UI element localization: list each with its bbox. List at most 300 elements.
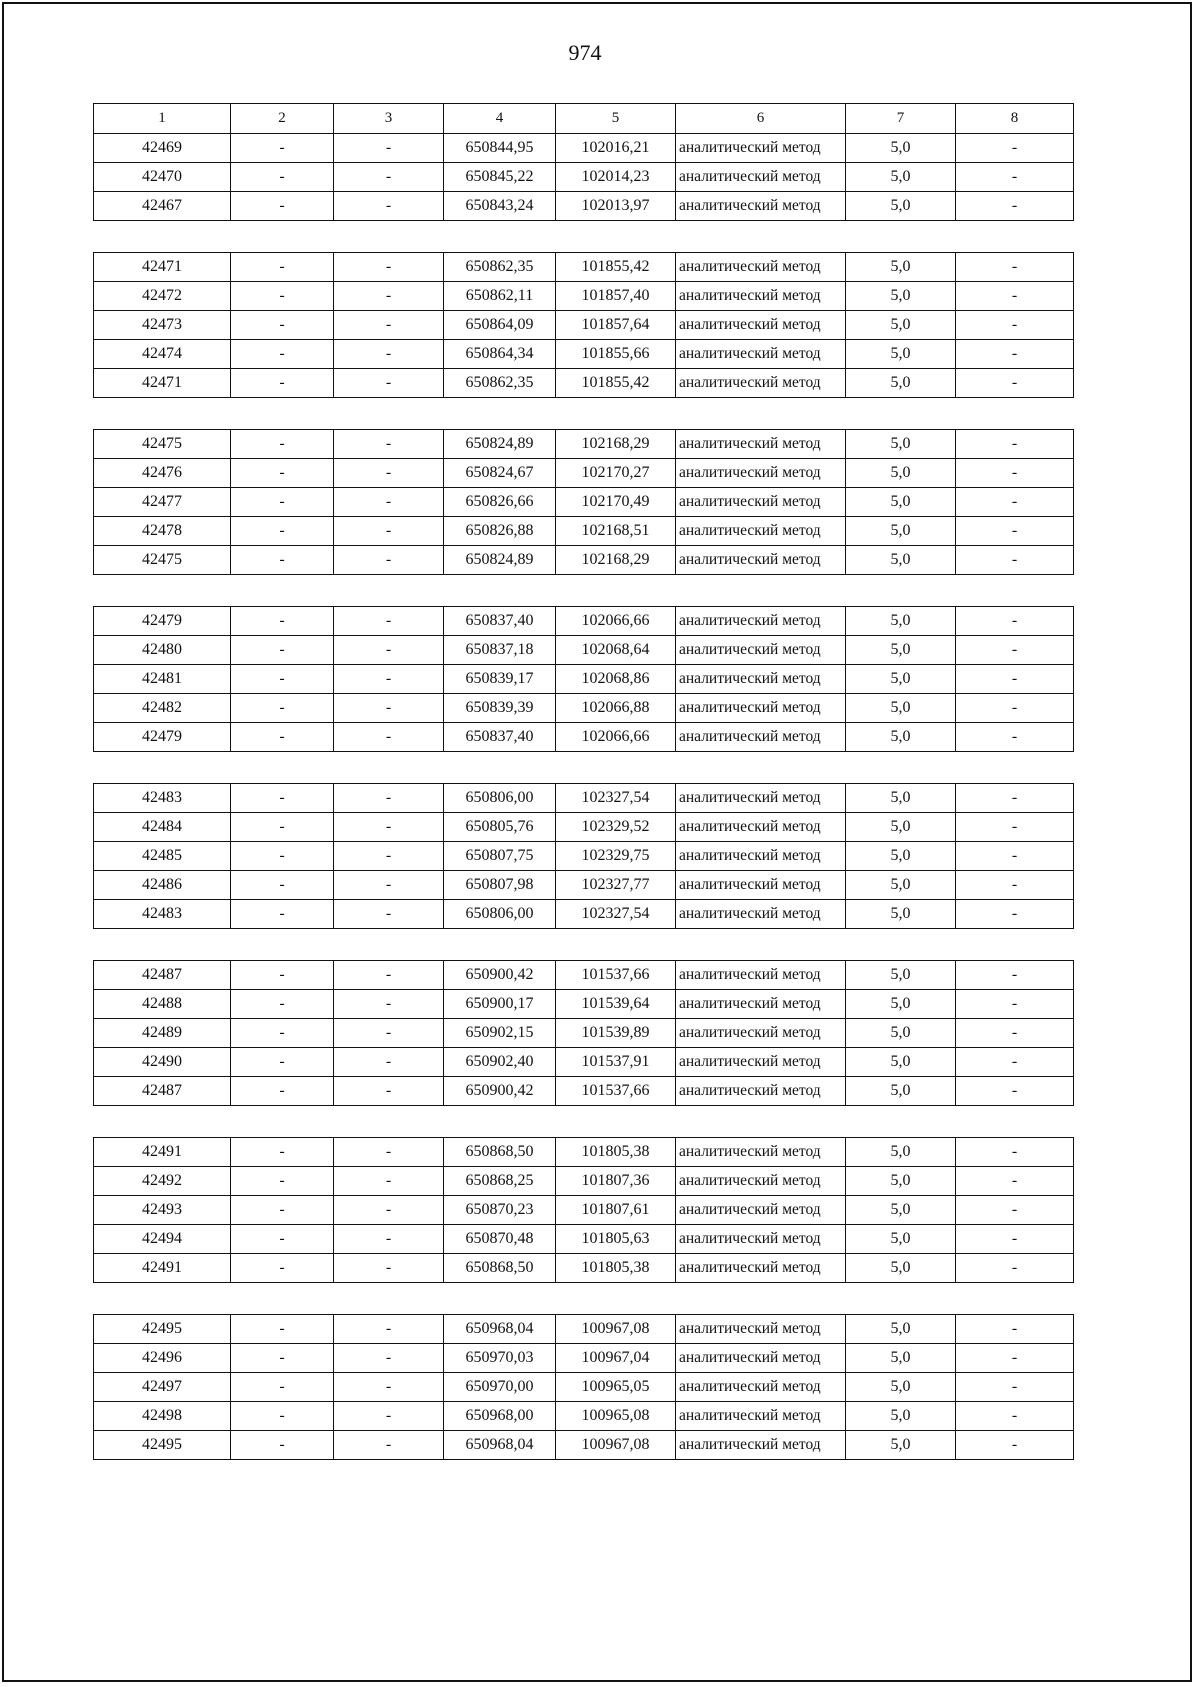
cell-method: аналитический метод [676,1048,846,1077]
cell-coord-x: 650824,67 [444,459,556,488]
cell-accuracy: 5,0 [846,459,956,488]
coordinates-group-table [93,429,1074,575]
cell-point-number: 42482 [94,694,231,723]
cell-col-3: - [334,1315,444,1344]
coordinates-group-table [93,1137,1074,1283]
cell-coord-x: 650806,00 [444,784,556,813]
cell-accuracy: 5,0 [846,517,956,546]
cell-coord-y: 101539,64 [556,990,676,1019]
cell-col-8: - [956,694,1074,723]
cell-col-3: - [334,163,444,192]
cell-point-number: 42485 [94,842,231,871]
cell-col-2: - [231,311,334,340]
cell-col-8: - [956,1138,1074,1167]
cell-method: аналитический метод [676,723,846,752]
cell-accuracy: 5,0 [846,1138,956,1167]
table-row [94,1048,1074,1077]
cell-coord-x: 650824,89 [444,546,556,575]
cell-col-2: - [231,163,334,192]
cell-accuracy: 5,0 [846,665,956,694]
cell-col-2: - [231,784,334,813]
cell-accuracy: 5,0 [846,961,956,990]
cell-col-8: - [956,961,1074,990]
cell-accuracy: 5,0 [846,253,956,282]
cell-method: аналитический метод [676,517,846,546]
cell-col-8: - [956,607,1074,636]
header-cell-7: 7 [846,104,956,134]
cell-accuracy: 5,0 [846,488,956,517]
cell-col-3: - [334,311,444,340]
cell-col-8: - [956,1196,1074,1225]
cell-coord-y: 102327,54 [556,900,676,929]
cell-col-2: - [231,1196,334,1225]
cell-method: аналитический метод [676,430,846,459]
cell-col-2: - [231,1138,334,1167]
cell-col-3: - [334,517,444,546]
cell-coord-y: 100965,08 [556,1402,676,1431]
cell-coord-x: 650902,40 [444,1048,556,1077]
cell-accuracy: 5,0 [846,871,956,900]
cell-method: аналитический метод [676,871,846,900]
cell-method: аналитический метод [676,340,846,369]
cell-accuracy: 5,0 [846,340,956,369]
cell-col-2: - [231,340,334,369]
cell-col-2: - [231,842,334,871]
cell-coord-y: 102066,66 [556,723,676,752]
cell-method: аналитический метод [676,163,846,192]
cell-col-8: - [956,1048,1074,1077]
header-cell-8: 8 [956,104,1074,134]
cell-col-2: - [231,488,334,517]
cell-coord-y: 101539,89 [556,1019,676,1048]
cell-method: аналитический метод [676,546,846,575]
cell-accuracy: 5,0 [846,1077,956,1106]
cell-point-number: 42486 [94,871,231,900]
cell-point-number: 42475 [94,430,231,459]
cell-col-3: - [334,813,444,842]
cell-col-8: - [956,1315,1074,1344]
cell-col-2: - [231,430,334,459]
coordinates-group-table [93,960,1074,1106]
table-row [94,459,1074,488]
cell-coord-x: 650862,35 [444,253,556,282]
cell-col-3: - [334,1138,444,1167]
cell-col-8: - [956,1344,1074,1373]
cell-coord-y: 102168,29 [556,546,676,575]
cell-coord-y: 101537,66 [556,1077,676,1106]
cell-coord-x: 650845,22 [444,163,556,192]
cell-coord-x: 650870,23 [444,1196,556,1225]
table-row [94,1138,1074,1167]
cell-point-number: 42496 [94,1344,231,1373]
cell-col-3: - [334,192,444,221]
cell-coord-y: 101805,63 [556,1225,676,1254]
cell-col-2: - [231,694,334,723]
cell-col-3: - [334,694,444,723]
table-row [94,871,1074,900]
table-row [94,488,1074,517]
cell-col-3: - [334,723,444,752]
cell-col-8: - [956,163,1074,192]
cell-col-8: - [956,1431,1074,1460]
cell-coord-x: 650864,34 [444,340,556,369]
header-cell-6: 6 [676,104,846,134]
cell-col-3: - [334,1254,444,1283]
cell-col-3: - [334,900,444,929]
cell-method: аналитический метод [676,665,846,694]
cell-accuracy: 5,0 [846,1373,956,1402]
cell-col-3: - [334,1077,444,1106]
coordinates-group-table [93,133,1074,221]
cell-point-number: 42478 [94,517,231,546]
cell-method: аналитический метод [676,607,846,636]
cell-col-3: - [334,636,444,665]
cell-col-8: - [956,430,1074,459]
cell-accuracy: 5,0 [846,134,956,163]
cell-coord-y: 101807,61 [556,1196,676,1225]
table-row [94,253,1074,282]
cell-method: аналитический метод [676,1431,846,1460]
cell-point-number: 42479 [94,607,231,636]
table-row [94,723,1074,752]
cell-coord-y: 102327,54 [556,784,676,813]
cell-coord-y: 101857,64 [556,311,676,340]
cell-col-8: - [956,192,1074,221]
table-row [94,340,1074,369]
cell-col-8: - [956,813,1074,842]
cell-coord-x: 650900,42 [444,961,556,990]
cell-accuracy: 5,0 [846,1019,956,1048]
cell-coord-x: 650844,95 [444,134,556,163]
cell-col-8: - [956,723,1074,752]
table-row [94,694,1074,723]
cell-point-number: 42492 [94,1167,231,1196]
cell-accuracy: 5,0 [846,192,956,221]
cell-coord-x: 650839,17 [444,665,556,694]
cell-col-8: - [956,546,1074,575]
cell-point-number: 42479 [94,723,231,752]
cell-point-number: 42488 [94,990,231,1019]
cell-col-3: - [334,369,444,398]
cell-col-3: - [334,488,444,517]
cell-coord-y: 102329,75 [556,842,676,871]
cell-coord-y: 102170,27 [556,459,676,488]
cell-accuracy: 5,0 [846,1315,956,1344]
table-row [94,546,1074,575]
cell-col-8: - [956,311,1074,340]
cell-method: аналитический метод [676,636,846,665]
cell-accuracy: 5,0 [846,1167,956,1196]
cell-coord-x: 650862,11 [444,282,556,311]
cell-point-number: 42484 [94,813,231,842]
cell-coord-x: 650968,04 [444,1431,556,1460]
cell-accuracy: 5,0 [846,311,956,340]
cell-col-2: - [231,192,334,221]
cell-method: аналитический метод [676,694,846,723]
cell-method: аналитический метод [676,253,846,282]
cell-col-2: - [231,665,334,694]
cell-accuracy: 5,0 [846,1402,956,1431]
table-row [94,1077,1074,1106]
cell-coord-y: 101855,42 [556,369,676,398]
cell-coord-x: 650870,48 [444,1225,556,1254]
cell-col-3: - [334,1344,444,1373]
header-cell-1: 1 [94,104,231,134]
page-number: 974 [568,40,602,65]
cell-col-2: - [231,282,334,311]
table-row [94,1196,1074,1225]
cell-col-8: - [956,1019,1074,1048]
coordinates-tables [93,103,1073,1491]
cell-accuracy: 5,0 [846,1344,956,1373]
cell-point-number: 42477 [94,488,231,517]
table-row [94,1402,1074,1431]
cell-accuracy: 5,0 [846,163,956,192]
groups-container [93,133,1073,1460]
table-row [94,1019,1074,1048]
cell-accuracy: 5,0 [846,1048,956,1077]
cell-col-2: - [231,1315,334,1344]
cell-accuracy: 5,0 [846,990,956,1019]
cell-point-number: 42487 [94,1077,231,1106]
cell-accuracy: 5,0 [846,546,956,575]
cell-point-number: 42474 [94,340,231,369]
table-row [94,1225,1074,1254]
cell-col-8: - [956,900,1074,929]
cell-coord-x: 650868,25 [444,1167,556,1196]
cell-point-number: 42491 [94,1138,231,1167]
cell-col-2: - [231,961,334,990]
cell-coord-y: 102014,23 [556,163,676,192]
cell-col-8: - [956,459,1074,488]
cell-coord-x: 650868,50 [444,1138,556,1167]
header-cell-4: 4 [444,104,556,134]
cell-point-number: 42473 [94,311,231,340]
cell-accuracy: 5,0 [846,1254,956,1283]
cell-col-3: - [334,459,444,488]
cell-col-2: - [231,1048,334,1077]
header-cell-3: 3 [334,104,444,134]
cell-coord-x: 650900,17 [444,990,556,1019]
cell-method: аналитический метод [676,1019,846,1048]
table-row [94,517,1074,546]
table-row [94,1315,1074,1344]
cell-coord-y: 102066,88 [556,694,676,723]
cell-coord-y: 101807,36 [556,1167,676,1196]
cell-point-number: 42491 [94,1254,231,1283]
cell-col-8: - [956,282,1074,311]
cell-col-2: - [231,1254,334,1283]
cell-col-2: - [231,607,334,636]
coordinates-group-table [93,783,1074,929]
cell-col-8: - [956,842,1074,871]
cell-point-number: 42497 [94,1373,231,1402]
cell-coord-y: 101855,66 [556,340,676,369]
cell-col-8: - [956,784,1074,813]
cell-method: аналитический метод [676,1138,846,1167]
table-row [94,900,1074,929]
header-cell-2: 2 [231,104,334,134]
cell-coord-y: 101805,38 [556,1254,676,1283]
cell-point-number: 42481 [94,665,231,694]
cell-method: аналитический метод [676,1167,846,1196]
cell-col-8: - [956,871,1074,900]
cell-method: аналитический метод [676,192,846,221]
cell-method: аналитический метод [676,459,846,488]
header-row [94,104,1074,134]
table-row [94,636,1074,665]
table-row [94,813,1074,842]
table-row [94,842,1074,871]
table-row [94,1431,1074,1460]
cell-accuracy: 5,0 [846,636,956,665]
cell-method: аналитический метод [676,1373,846,1402]
cell-col-2: - [231,1402,334,1431]
cell-coord-y: 102068,64 [556,636,676,665]
cell-method: аналитический метод [676,1225,846,1254]
cell-col-2: - [231,1167,334,1196]
cell-method: аналитический метод [676,369,846,398]
table-row [94,784,1074,813]
cell-col-8: - [956,488,1074,517]
cell-point-number: 42483 [94,900,231,929]
cell-point-number: 42480 [94,636,231,665]
table-row [94,369,1074,398]
cell-method: аналитический метод [676,900,846,929]
cell-accuracy: 5,0 [846,784,956,813]
cell-col-8: - [956,1077,1074,1106]
cell-accuracy: 5,0 [846,842,956,871]
cell-coord-y: 102327,77 [556,871,676,900]
cell-col-3: - [334,1019,444,1048]
cell-col-3: - [334,990,444,1019]
cell-coord-y: 102068,86 [556,665,676,694]
cell-col-3: - [334,1225,444,1254]
cell-coord-y: 102168,51 [556,517,676,546]
cell-col-3: - [334,134,444,163]
cell-col-2: - [231,546,334,575]
cell-col-3: - [334,546,444,575]
cell-col-3: - [334,665,444,694]
cell-accuracy: 5,0 [846,369,956,398]
cell-col-2: - [231,900,334,929]
cell-method: аналитический метод [676,961,846,990]
table-row [94,1254,1074,1283]
cell-col-8: - [956,1373,1074,1402]
cell-coord-x: 650806,00 [444,900,556,929]
cell-accuracy: 5,0 [846,282,956,311]
coordinates-group-table [93,252,1074,398]
cell-coord-y: 101857,40 [556,282,676,311]
cell-coord-x: 650868,50 [444,1254,556,1283]
cell-coord-x: 650862,35 [444,369,556,398]
cell-col-3: - [334,282,444,311]
cell-accuracy: 5,0 [846,694,956,723]
coordinates-group-table [93,1314,1074,1460]
cell-coord-x: 650843,24 [444,192,556,221]
cell-col-3: - [334,1048,444,1077]
cell-accuracy: 5,0 [846,607,956,636]
cell-col-3: - [334,1196,444,1225]
cell-coord-x: 650968,00 [444,1402,556,1431]
cell-method: аналитический метод [676,488,846,517]
cell-col-8: - [956,1254,1074,1283]
cell-method: аналитический метод [676,813,846,842]
cell-point-number: 42494 [94,1225,231,1254]
cell-point-number: 42483 [94,784,231,813]
cell-coord-x: 650826,66 [444,488,556,517]
cell-coord-y: 100967,08 [556,1431,676,1460]
cell-col-2: - [231,1431,334,1460]
cell-col-8: - [956,1402,1074,1431]
table-row [94,1167,1074,1196]
cell-coord-x: 650807,75 [444,842,556,871]
cell-col-3: - [334,784,444,813]
coordinates-group-table [93,606,1074,752]
header-table [93,103,1074,134]
cell-coord-y: 101805,38 [556,1138,676,1167]
cell-point-number: 42471 [94,369,231,398]
cell-col-3: - [334,1373,444,1402]
cell-coord-x: 650970,00 [444,1373,556,1402]
cell-coord-y: 101537,66 [556,961,676,990]
cell-point-number: 42471 [94,253,231,282]
cell-col-8: - [956,1225,1074,1254]
cell-col-2: - [231,1077,334,1106]
cell-col-2: - [231,253,334,282]
cell-method: аналитический метод [676,1196,846,1225]
cell-col-8: - [956,340,1074,369]
table-row [94,163,1074,192]
table-row [94,1373,1074,1402]
cell-method: аналитический метод [676,1344,846,1373]
cell-col-2: - [231,990,334,1019]
cell-col-2: - [231,1344,334,1373]
cell-method: аналитический метод [676,311,846,340]
cell-point-number: 42469 [94,134,231,163]
cell-method: аналитический метод [676,1402,846,1431]
cell-coord-x: 650824,89 [444,430,556,459]
cell-point-number: 42472 [94,282,231,311]
cell-coord-x: 650837,18 [444,636,556,665]
cell-coord-y: 102013,97 [556,192,676,221]
cell-col-8: - [956,1167,1074,1196]
cell-col-3: - [334,871,444,900]
cell-col-8: - [956,253,1074,282]
cell-col-2: - [231,871,334,900]
cell-coord-y: 100967,08 [556,1315,676,1344]
table-row [94,961,1074,990]
cell-coord-x: 650902,15 [444,1019,556,1048]
cell-point-number: 42467 [94,192,231,221]
cell-col-2: - [231,134,334,163]
cell-col-3: - [334,1167,444,1196]
cell-col-8: - [956,990,1074,1019]
cell-point-number: 42489 [94,1019,231,1048]
cell-method: аналитический метод [676,1254,846,1283]
cell-col-2: - [231,1019,334,1048]
cell-accuracy: 5,0 [846,430,956,459]
cell-col-2: - [231,636,334,665]
cell-col-8: - [956,134,1074,163]
cell-point-number: 42475 [94,546,231,575]
table-row [94,192,1074,221]
table-row [94,990,1074,1019]
cell-coord-y: 100967,04 [556,1344,676,1373]
cell-col-8: - [956,636,1074,665]
cell-coord-y: 102170,49 [556,488,676,517]
cell-point-number: 42490 [94,1048,231,1077]
